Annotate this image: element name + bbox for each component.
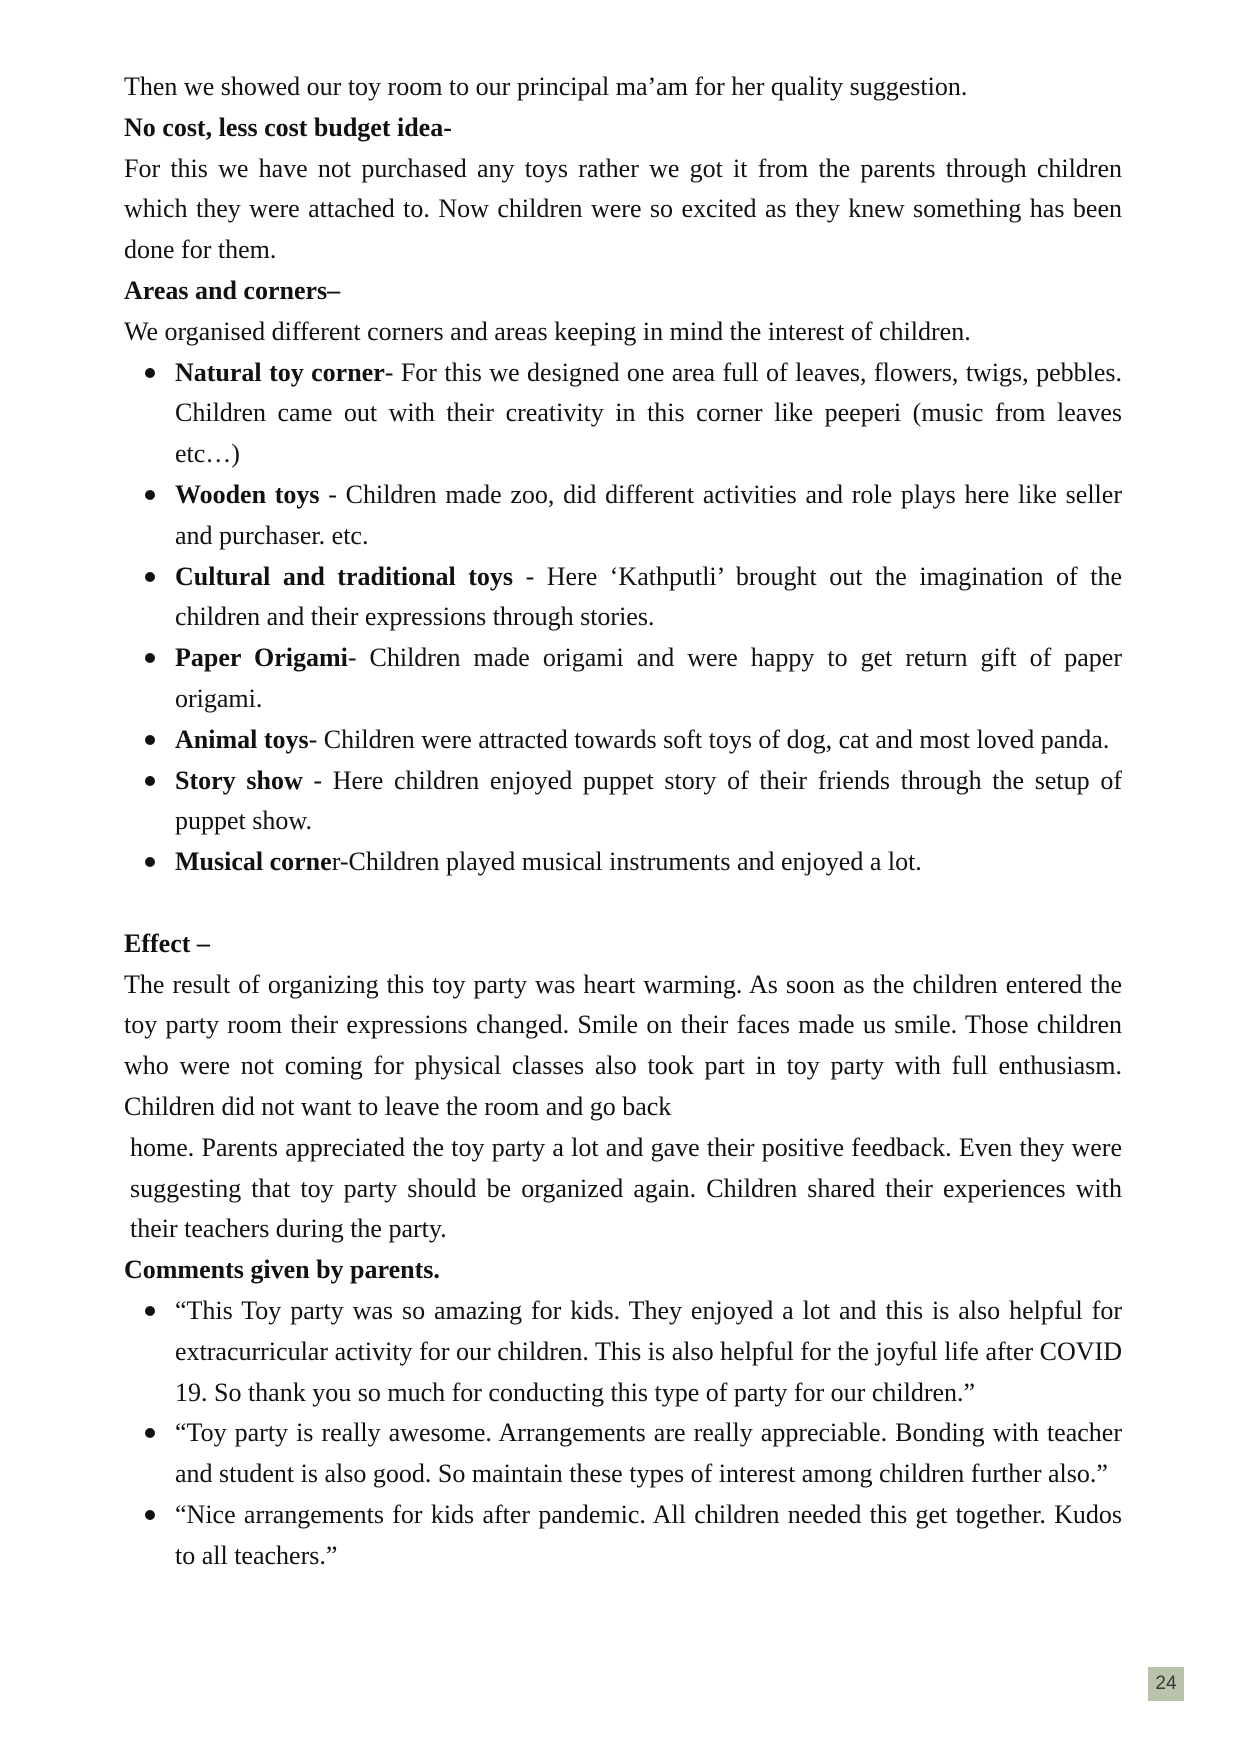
list-item-title: Paper Origami [175, 643, 348, 673]
list-item [124, 1291, 1122, 1413]
page-number: 24 [1148, 1667, 1184, 1701]
bullet-icon [145, 776, 155, 786]
list-item-title: Musical corne [175, 847, 332, 877]
list-item-text: - Children made zoo, did different activities and role plays here like seller and purchaser. etc. [175, 479, 1122, 550]
bullet-icon [145, 490, 155, 500]
list-item-text: r-Children played musical instruments and enjoyed a lot. [331, 847, 922, 877]
bullet-icon [145, 857, 155, 867]
budget-paragraph: For this we have not purchased any toys rather we got it from the parents through children which they were attached to. Now children were so excited as they knew something has been done for them. [124, 153, 1122, 265]
intro-line: Then we showed our toy room to our principal ma’am for her quality suggestion. [124, 72, 968, 101]
effect-heading: Effect – [124, 928, 210, 958]
list-item [124, 761, 1122, 843]
list-item [124, 557, 1122, 639]
list-item-title: Cultural and traditional toys [175, 561, 514, 591]
list-item-title: Animal toys [175, 724, 309, 754]
bullet-icon [145, 1510, 155, 1520]
list-item-text: - Here ‘Kathputli’ brought out the imagination of the children and their expressions through stories. [175, 561, 1122, 632]
comments-list [124, 1291, 1122, 1577]
bullet-icon [145, 653, 155, 663]
list-item [124, 1413, 1122, 1495]
comments-heading: Comments given by parents. [124, 1255, 440, 1285]
list-item-text: - Children made origami and were happy to get return gift of paper origami. [175, 643, 1122, 713]
areas-intro: We organised different corners and areas keeping in mind the interest of children. [124, 316, 971, 346]
bullet-icon [145, 368, 155, 378]
document-body [124, 67, 1122, 1576]
list-item [124, 475, 1122, 557]
list-item [124, 353, 1122, 475]
bullet-icon [145, 1428, 155, 1438]
list-item-title: Natural toy corner [175, 357, 385, 387]
areas-heading: Areas and corners– [124, 275, 341, 305]
list-item [124, 638, 1122, 720]
bullet-icon [145, 572, 155, 582]
list-item-text: - For this we designed one area full of leaves, flowers, twigs, pebbles. Children came out with their creativity in this corner like peeperi (music from leaves etc…) [175, 357, 1122, 469]
list-item-title: Wooden toys [175, 479, 320, 509]
effect-paragraph-continued: home. Parents appreciated the toy party a lot and gave their positive feedback. Even they were suggesting that toy party should be organized again. Children shared their experiences with their teachers during the party. [130, 1132, 1122, 1244]
list-item [124, 1495, 1122, 1577]
effect-paragraph: The result of organizing this toy party was heart warming. As soon as the children entered the toy party room their expressions changed. Smile on their faces made us smile. Those children who were not coming for physical classes also took part in toy party with full enthusiasm. Children did not want to leave the room and go back [124, 969, 1122, 1121]
comment-text: “This Toy party was so amazing for kids. They enjoyed a lot and this is also helpful for extracurricular activity for our children. This is also helpful for the joyful life after COVID 19. So thank you so much for conducting this type of party for our children.” [175, 1295, 1122, 1407]
list-item-text: - Children were attracted towards soft toys of dog, cat and most loved panda. [308, 724, 1110, 754]
bullet-icon [145, 1306, 155, 1316]
bullet-icon [145, 735, 155, 745]
areas-list [124, 353, 1122, 883]
spacer [124, 883, 1122, 924]
comment-text: “Toy party is really awesome. Arrangements are really appreciable. Bonding with teacher and student is also good. So maintain these types of interest among children further also.” [175, 1418, 1122, 1489]
list-item [124, 842, 1122, 883]
comment-text: “Nice arrangements for kids after pandemic. All children needed this get together. Kudos to all teachers.” [175, 1499, 1122, 1570]
budget-heading: No cost, less cost budget idea- [124, 112, 452, 142]
list-item-title: Story show [175, 765, 303, 795]
list-item [124, 720, 1122, 761]
list-item-text: - Here children enjoyed puppet story of their friends through the setup of puppet show. [175, 765, 1122, 836]
